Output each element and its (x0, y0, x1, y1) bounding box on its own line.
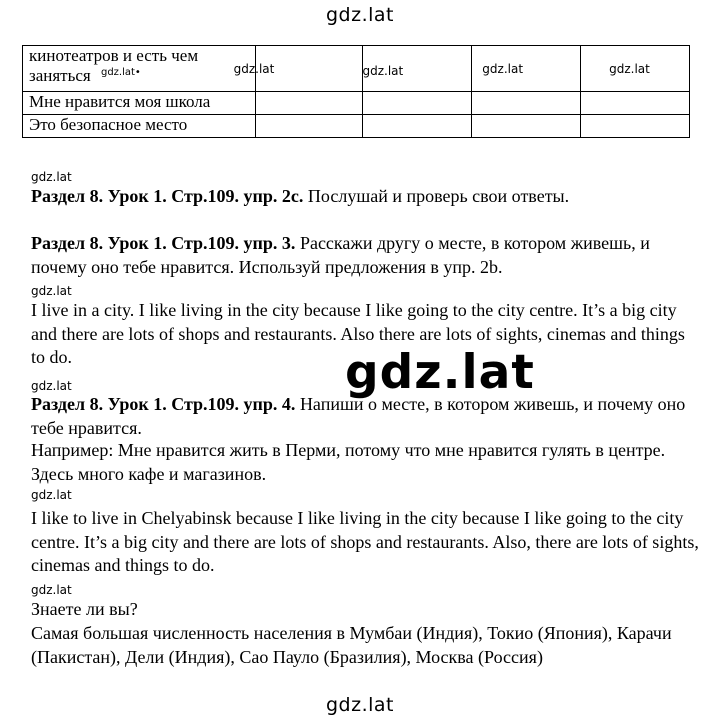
section-text: Послушай и проверь свои ответы. (303, 186, 570, 206)
table-cell (255, 92, 363, 115)
watermark-small: gdz.lat (31, 170, 72, 184)
table-cell-label: Мне нравится моя школа (23, 92, 256, 115)
section-4-answer: I like to live in Chelyabinsk because I like living in the city because I like going to the city centre. It’s a big city and there are lots of shops and restaurants. Also, there are lots of sights, cinemas and things to do. (31, 508, 699, 575)
section-3 (31, 232, 701, 279)
row-label-line2: заняться (29, 66, 91, 85)
places-table (22, 45, 690, 138)
watermark-large: gdz.lat (345, 345, 535, 400)
row-label-line1: кинотеатров и есть чем (29, 46, 199, 65)
table-cell (472, 46, 581, 92)
table-cell (472, 92, 581, 115)
watermark-small: gdz.lat (609, 62, 650, 76)
watermark-small: gdz.lat (233, 62, 275, 76)
watermark-small: gdz.lat (31, 583, 72, 597)
did-you-know-text: Самая большая численность населения в Мумбаи (Индия), Токио (Япония), Карачи (Пакистан), Дели (Индия), Сао Пауло (Бразилия), Москва (Россия) (31, 623, 672, 667)
watermark-small: gdz.lat (31, 488, 72, 502)
watermark-small: gdz.lat• (100, 67, 141, 78)
section-3-answer: I live in a city. I like living in the city because I like going to the city centre. It’s a big city and there are lots of shops and restaurants. Also there are lots of sights, cinemas and things to do. (31, 300, 685, 367)
table-cell (581, 92, 690, 115)
watermark-small: gdz.lat (362, 64, 404, 78)
table-cell-label: Это безопасное место (23, 115, 256, 138)
table-cell (363, 115, 472, 138)
watermark-small: gdz.lat (31, 284, 72, 298)
table-cell (363, 46, 472, 92)
table-cell (233, 46, 363, 92)
table-cell (472, 115, 581, 138)
section-text: Расскажи другу о месте, в котором живешь, и почему оно тебе нравится. Используй предложения в упр. 2b. (31, 233, 650, 277)
section-heading: Раздел 8. Урок 1. Стр.109. упр. 4. (31, 394, 296, 414)
watermark-small: gdz.lat (482, 62, 524, 76)
table-row (23, 92, 690, 115)
section-4 (31, 393, 701, 440)
table-cell (581, 46, 690, 92)
section-2c (31, 185, 701, 209)
watermark-small: gdz.lat (31, 379, 72, 393)
table-cell-label (23, 46, 256, 92)
section-text: Напиши о месте, в котором живешь, и почему оно тебе нравится. (31, 394, 686, 438)
table-row (23, 46, 690, 92)
table-cell (363, 92, 472, 115)
watermark-bottom: gdz.lat (325, 694, 394, 716)
did-you-know-title: Знаете ли вы? (31, 599, 138, 619)
section-heading: Раздел 8. Урок 1. Стр.109. упр. 2c. (31, 186, 304, 206)
section-4-example: Например: Мне нравится жить в Перми, потому что мне нравится гулять в центре. Здесь много кафе и магазинов. (31, 440, 666, 484)
section-heading: Раздел 8. Урок 1. Стр.109. упр. 3. (31, 233, 296, 253)
table-row (23, 115, 690, 138)
table-cell (255, 115, 363, 138)
table-cell (581, 115, 690, 138)
watermark-top: gdz.lat (325, 4, 394, 26)
